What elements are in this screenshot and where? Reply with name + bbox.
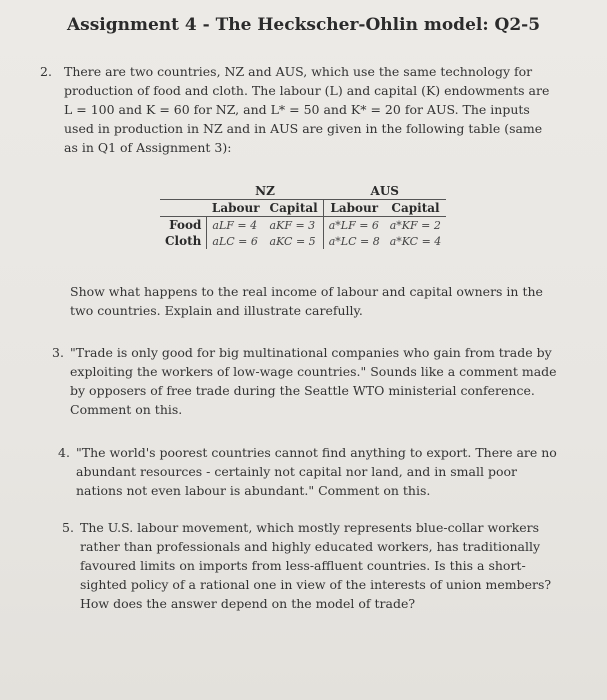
question-text: "The world's poorest countries cannot find anything to export. There are no abundant resources - certainly not capital nor land, and in small poor nations not even labour is abundant." Comment on this. xyxy=(76,445,557,498)
header-aus-labour: Labour xyxy=(323,200,385,217)
row-label-cloth: Cloth xyxy=(165,234,202,248)
question-2-task: Show what happens to the real income of labour and capital owners in the two countries. Explain and illustrate carefully. xyxy=(70,284,543,318)
row-label-food: Food xyxy=(169,218,202,232)
header-aus-capital: Capital xyxy=(391,201,440,215)
question-number: 3. xyxy=(52,345,64,360)
table-cell: a*KC = 4 xyxy=(389,234,442,248)
table-cell: aLF = 4 xyxy=(207,217,265,234)
table-cell: aLC = 6 xyxy=(207,233,265,249)
header-nz-labour: Labour xyxy=(211,201,260,215)
input-requirements-table xyxy=(160,183,446,249)
table-cell: a*KF = 2 xyxy=(389,218,441,232)
header-nz: NZ xyxy=(255,184,275,198)
question-text: "Trade is only good for big multinational companies who gain from trade by exploiting the workers of low-wage countries." Sounds like a comment made by opposers of free trade during the Seattle WTO ministerial conference. Comment on this. xyxy=(70,345,557,417)
question-text: There are two countries, NZ and AUS, which use the same technology for production of food and cloth. The labour (L) and capital (K) endowments are L = 100 and K = 60 for NZ, and L* = 50 and K* = 20 for AUS. The inputs used in production in NZ and in AUS are given in the following table (same as in Q1 of Assignment 3): xyxy=(64,64,550,155)
page-title: Assignment 4 - The Heckscher-Ohlin model: Q2-5 xyxy=(66,15,541,35)
question-number: 4. xyxy=(58,445,70,460)
question-5 xyxy=(62,518,562,613)
table-cell: a*LF = 6 xyxy=(323,217,385,234)
header-nz-capital: Capital xyxy=(269,201,318,215)
table-cell: a*LC = 8 xyxy=(323,233,385,249)
question-3 xyxy=(52,343,557,419)
header-aus: AUS xyxy=(370,184,399,198)
table-cell: aKC = 5 xyxy=(269,234,316,248)
question-number: 2. xyxy=(40,64,52,79)
table-cell: aKF = 3 xyxy=(269,218,316,232)
question-number: 5. xyxy=(62,520,74,535)
question-4 xyxy=(58,443,558,500)
question-text: The U.S. labour movement, which mostly represents blue-collar workers rather than professionals and highly educated workers, has traditionally favoured limits on imports from less-affluent countries. Is this a short-sighted policy of a rational one in view of the interests of union members? How does the answer depend on the model of trade? xyxy=(80,520,552,611)
